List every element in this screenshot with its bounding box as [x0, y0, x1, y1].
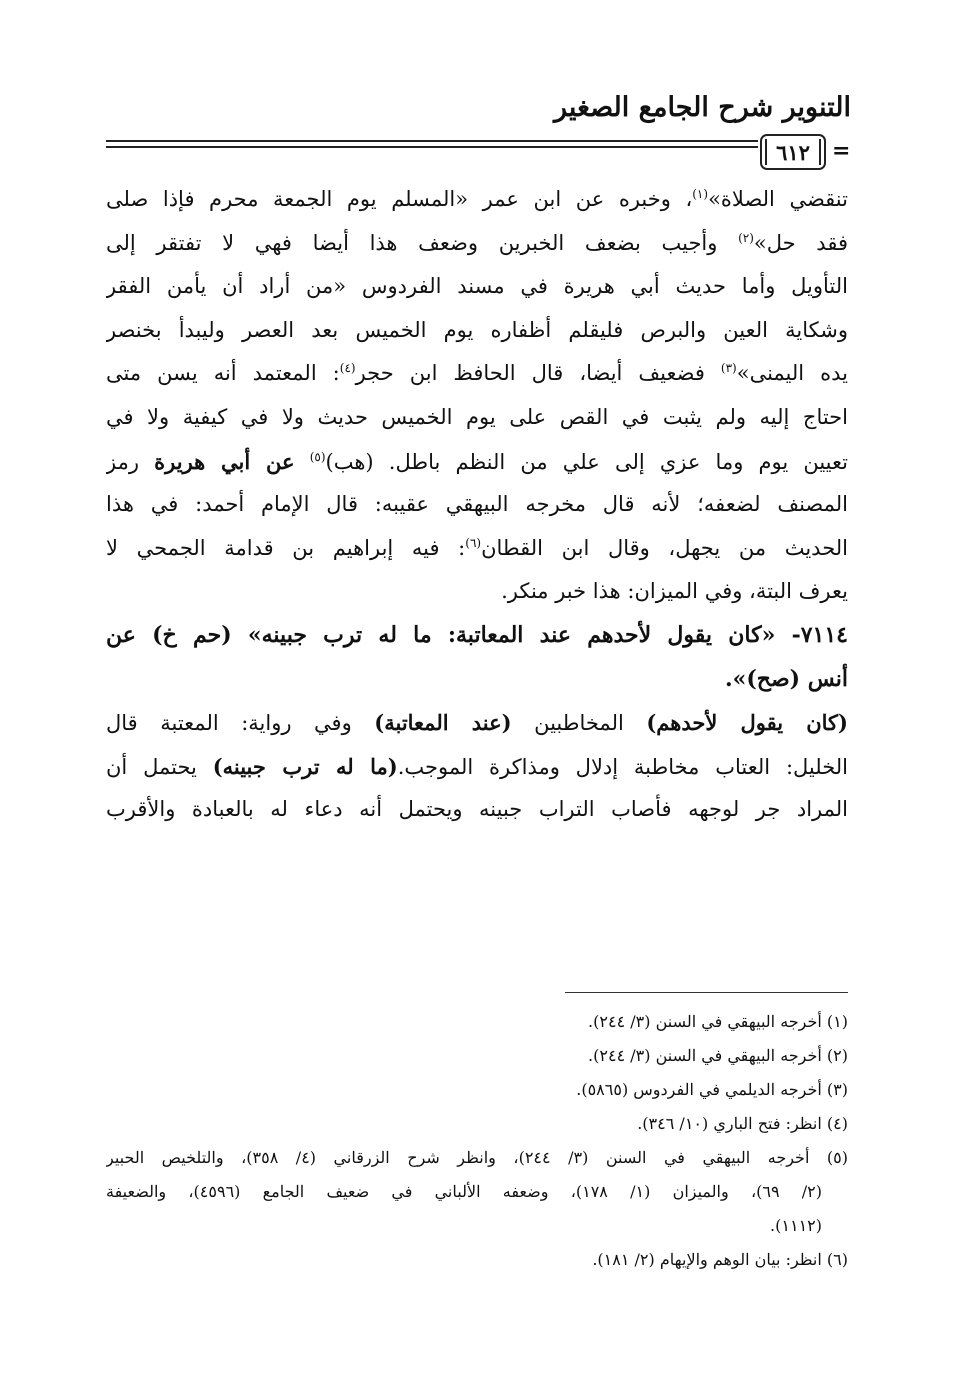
footnote: (٥) أخرجه البيهقي في السنن (٣/ ٢٤٤)، وانظر شرح الزرقاني (٤/ ٣٥٨)، والتلخيص الحبير [106, 1148, 848, 1167]
footnote-ref[interactable]: (١) [692, 187, 709, 201]
footnote-ref[interactable]: (٤) [339, 361, 356, 376]
footnote: (١) أخرجه البيهقي في السنن (٣/ ٢٤٤). [588, 1012, 848, 1031]
commentary-line: (كان يقول لأحدهم) المخاطبين (عند المعاتبة) وفي رواية: المعتبة قال [106, 710, 848, 736]
body-line: تعيين يوم وما عزي إلى علي من النظم باطل. (هب)$^{(٥)}$ عن أبي هريرة رمز [106, 448, 848, 474]
commentary-line: الخليل: العتاب مخاطبة إدلال ومذاكرة الموجب.(ما له ترب جبينه) يحتمل أن [106, 753, 848, 779]
page-number-marker: = [832, 138, 851, 164]
header-rule-bottom [106, 146, 758, 148]
body-line: الحديث من يجهل، وقال ابن القطان$^{(٦)}$: فيه إبراهيم بن قدامة الجمحي لا [106, 535, 848, 560]
body-line: التأويل وأما حديث أبي هريرة في مسند الفردوس «من أراد أن يأمن الفقر [106, 274, 848, 299]
footnote: (٤) انظر: فتح الباري (١٠/ ٣٤٦). [637, 1114, 848, 1133]
narrator: عن أبي هريرة [154, 448, 295, 474]
footnote-ref[interactable]: (٢) [738, 230, 754, 245]
page-number: ٦١٢ [760, 134, 826, 170]
running-title: التنوير شرح الجامع الصغير [554, 92, 851, 123]
footnote-ref[interactable]: (٣) [720, 361, 737, 376]
commentary-line: المراد جر لوجهه فأصاب التراب جبينه ويحتمل أنه دعاء له بالعبادة والأقرب [106, 797, 848, 822]
footnote-ref[interactable]: (٥) [309, 449, 326, 464]
body-line: المصنف لضعفه؛ لأنه قال مخرجه البيهقي عقيبه: قال الإمام أحمد: في هذا [106, 492, 848, 517]
footnotes [106, 1005, 848, 1277]
body-line: تنقضي الصلاة»$^{(١)}$، وخبره عن ابن عمر «المسلم يوم الجمعة محرم فإذا صلى [106, 187, 848, 211]
body-line: يعرف البتة، وفي الميزان: هذا خبر منكر. [501, 579, 848, 604]
body-line: احتاج إليه ولم يثبت في القص على يوم الخميس حديث ولا في كيفية ولا في [106, 404, 848, 429]
footnote: (٣) أخرجه الديلمي في الفردوس (٥٨٦٥). [576, 1080, 848, 1099]
footnote-continuation: (٢/ ٦٩)، والميزان (١/ ١٧٨)، وضعفه الألباني في ضعيف الجامع (٤٥٩٦)، والضعيفة [106, 1182, 822, 1201]
body-line: يده اليمنى»$^{(٣)}$ فضعيف أيضا، قال الحافظ ابن حجر$^{(٤)}$: المعتمد أنه يسن متى [106, 361, 848, 386]
body-text [106, 178, 848, 832]
hadith-heading: ٧١١٤- «كان يقول لأحدهم عند المعاتبة: ما له ترب جبينه» (حم خ) عن [106, 621, 848, 648]
header-rule-top [106, 140, 758, 142]
footnote: (٢) أخرجه البيهقي في السنن (٣/ ٢٤٤). [588, 1046, 848, 1065]
body-line: فقد حل»$^{(٢)}$ وأجيب بضعف الخبرين وضعف هذا أيضا فهي لا تفتقر إلى [106, 230, 848, 255]
footnote: (٦) انظر: بيان الوهم والإيهام (٢/ ١٨١). [592, 1250, 848, 1269]
footnote-separator [565, 992, 848, 993]
hadith-heading-cont: أنس (صح)». [724, 665, 848, 692]
footnote-continuation: (١١١٢). [770, 1216, 822, 1235]
body-line: وشكاية العين والبرص فليقلم أظفاره يوم الخميس بعد العصر وليبدأ بخنصر [106, 317, 848, 342]
footnote-ref[interactable]: (٦) [465, 535, 482, 550]
